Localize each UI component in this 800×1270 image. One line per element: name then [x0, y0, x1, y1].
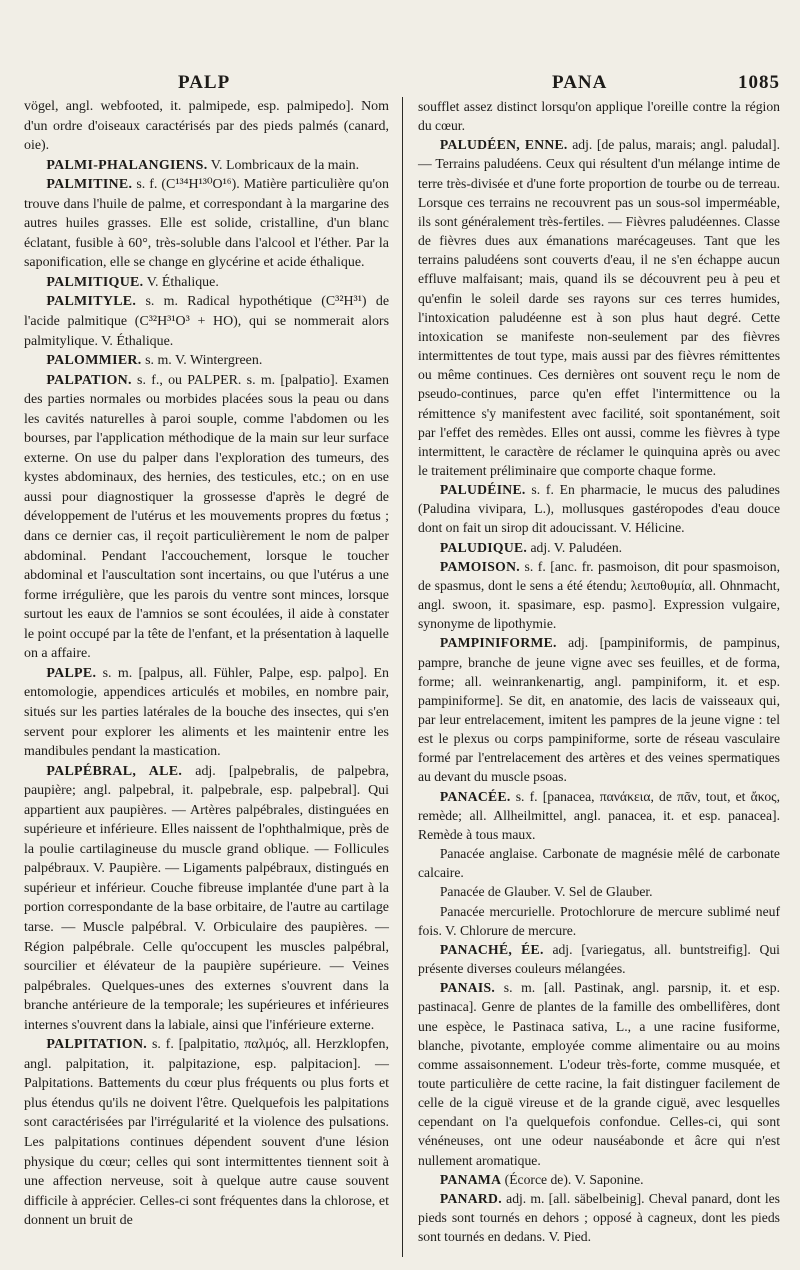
dictionary-entry	[24, 762, 389, 1036]
entry-definition: s. f. [anc. fr. pasmoison, dit pour spasmoison, de spasmus, dont le sens a été étendu; λειποθυμία, all. Ohnmacht, angl. swoon, it. spasimare, esp. pasmo]. Expression vulgaire, synonyme de lipothymie.	[418, 558, 780, 632]
entry-definition: adj. [de palus, marais; angl. paludal]. — Terrains paludéens. Ceux qui résultent d'un mélange intime de terre très-divisée et d'une forte proportion de tourbe ou de terreau. Lorsque ces terrains ne recouvrent pas un sous-sol imperméable, ils sont généralement très-fertiles. — Fièvres paludéennes. Classe de fièvres dues aux émanations marécageuses. Tant que les terrains paludéens sont couverts d'eau, il ne s'en échappe aucun effluve malfaisant; mais, quand ils se découvrent peu à peu et qu'enfin le soleil darde ses rayons sur ces terres humides, l'intoxication paludéenne est à son plus haut degré. Cette intoxication se manifeste non-seulement par des fièvres intermittentes de tout type, mais aussi par des fièvres rémittentes ou même continues. Ces dernières ont souvent reçu le nom de pseudo-continues, parce qu'en effet l'intermittence ou la rémittence s'y manifestent avec facilité, soit spontanément, soit par l'effet des remèdes. Elles ont aussi, comme les fièvres à type intermittent, le caractère de réclamer le quinquina après ou avec le traitement préliminaire que comporte chaque forme.	[418, 137, 780, 478]
header-left-word: PALP	[178, 72, 231, 93]
entry-headword: PALPE.	[46, 665, 97, 681]
entry-definition: V. Éthalique.	[146, 274, 219, 290]
entry-definition: s. f. En pharmacie, le mucus des paludines (Paludina vivipara, L.), mollusques gastéropodes d'eau douce dont on fait un sirop dit adoucissant. V. Hélicine.	[418, 482, 780, 536]
dictionary-entry	[418, 1170, 780, 1189]
dictionary-entry	[418, 940, 780, 978]
dictionary-entry	[24, 371, 389, 664]
column-divider	[402, 97, 403, 1257]
entry-headword: PANACÉE.	[439, 788, 511, 804]
dictionary-entry	[418, 978, 780, 1170]
entry-definition: Panacée anglaise. Carbonate de magnésie mêlé de carbonate calcaire.	[418, 846, 780, 881]
entry-headword: PALPITATION.	[46, 1037, 148, 1053]
entry-headword: PANACHÉ, ÉE.	[439, 941, 544, 957]
entry-definition: adj. [variegatus, all. buntstreifig]. Qui présente diverses couleurs mélangées.	[418, 941, 780, 977]
entry-headword: PANAMA	[439, 1171, 502, 1187]
dictionary-entry	[24, 175, 389, 273]
header-center-word: PANA	[552, 72, 608, 93]
entry-headword: PANAIS.	[439, 980, 496, 996]
dictionary-entry	[24, 273, 389, 293]
entry-definition: s. f. [palpitatio, παλμός, all. Herzklopfen, angl. palpitation, it. palpitazione, esp. palpitacion]. — Palpitations. Battements du cœur plus fréquents ou plus forts et plus étendus qu'ils ne doivent l'être. Quelquefois les palpitations sont caractérisées par l'irrégularité et la violence des pulsations. Les palpitations continues dépendent souvent d'une lésion physique du cœur; celles qui sont intermittentes tiennent soit à une affection nerveuse, soit à quelque autre cause souvent difficile à apprécier. Celles-ci sont fréquentes dans la chlorose, et donnent un bruit de	[24, 1037, 389, 1229]
dictionary-entry	[418, 844, 780, 882]
entry-definition: adj. [pampiniformis, de pampinus, pampre, branche de jeune vigne avec ses feuilles, et de forma, forme; all. weinrankenartig, angl. pampiniform, it. et esp. pampiniforme]. Se dit, en anatomie, des lacis de vaisseaux qui, par leur entrelacement, imitent les pampres de la jeune vigne : tel est le plexus ou corps pampiniforme, sorte de réseau vasculaire formé par l'entrelacement des artères et des veines spermatiques au devant du muscle psoas.	[418, 635, 780, 785]
entry-definition: V. Lombricaux de la main.	[210, 157, 360, 173]
dictionary-entry	[418, 902, 780, 940]
entry-headword: PALUDÉEN, ENNE.	[439, 137, 568, 153]
entry-definition: vögel, angl. webfooted, it. palmipede, esp. palmipedo]. Nom d'un ordre d'oiseaux caractérisés par des pieds palmés (canard, oie).	[24, 99, 389, 154]
entry-headword: PALPATION.	[46, 372, 132, 388]
entry-definition: s. f. (C¹³⁴H¹³⁰O¹⁶). Matière particulière qu'on trouve dans l'huile de palme, et correspondant à la margarine des autres huiles grasses. Elle est solide, cristalline, d'un blanc éclatant, fusible à 60°, très-soluble dans l'alcool et l'éther. Par la saponification, elle se change en glycérine et acide éthalique.	[24, 177, 389, 271]
dictionary-entry	[24, 156, 389, 176]
dictionary-entry	[24, 292, 389, 351]
entry-headword: PALOMMIER.	[46, 353, 142, 369]
entry-definition: s. m. Radical hypothétique (C³²H³¹) de l'acide palmitique (C³²H³¹O³ + HO), qui se nommerait alors palmitylique. V. Éthalique.	[24, 294, 389, 349]
entry-headword: PAMPINIFORME.	[439, 635, 557, 651]
entry-definition: adj. V. Paludéen.	[530, 539, 623, 555]
entry-definition: s. m. [all. Pastinak, angl. parsnip, it. et esp. pastinaca]. Genre de plantes de la famille des ombellifères, dont une espèce, le Pastinaca sativa, L., a une racine fusiforme, blanche, pivotante, employée comme alimentaire ou au moins comme assaisonnement. L'odeur très-forte, comme musquée, et toute particulière de cette racine, la fait distinguer facilement de celle de la ciguë vireuse et de la grande ciguë, avec lesquelles cependant on l'a quelquefois confondue. Celles-ci, qui sont vénéneuses, ont une odeur nauséabonde et âcre qui n'est nullement aromatique.	[418, 980, 780, 1168]
entry-definition: (Écorce de). V. Saponine.	[504, 1171, 644, 1187]
dictionary-entry	[418, 480, 780, 537]
dictionary-entry	[418, 135, 780, 480]
dictionary-entry	[24, 1035, 389, 1230]
entry-definition: s. m. [palpus, all. Fühler, Palpe, esp. palpo]. En entomologie, appendices articulés et mobiles, en nombre pair, situés sur les parties latérales de la bouche des insectes, qui s'en servent pour explorer les aliments et les maintenir entre les mandibules pendant la mastication.	[24, 665, 390, 760]
entry-headword: PALMITYLE.	[46, 294, 137, 310]
dictionary-entry	[24, 351, 389, 371]
right-column	[418, 97, 780, 1246]
entry-headword: PANARD.	[439, 1190, 502, 1206]
entry-definition: Panacée de Glauber. V. Sel de Glauber.	[439, 884, 653, 900]
entry-definition: s. f., ou PALPER. s. m. [palpatio]. Examen des parties normales ou morbides placées sous la peau ou dans les cavités naturelles à paroi souple, comme l'abdomen ou les bourses, par l'application méthodique de la main sur leur surface externe. On use du palper dans l'exploration des tumeurs, des kystes abdominaux, des hernies, des testicules, etc.; on en use aussi pour diagnostiquer la grossesse d'après le degré de développement de l'utérus et les mouvements propres du fœtus ; dans ce dernier cas, il reçoit particulièrement le nom de palper abdominal. Pendant l'accouchement, lorsque le toucher abdominal et l'auscultation sont incertains, ou que l'utérus a une forme irrégulière, que les parois du ventre sont minces, lorsque surtout les eaux de l'amnios se sont écoulées, il aide à constater le point occupé par la tête de l'enfant, et la présentation à laquelle on a affaire.	[24, 372, 389, 662]
entry-definition: s. m. V. Wintergreen.	[145, 353, 263, 369]
dictionary-entry	[24, 664, 389, 762]
entry-definition: soufflet assez distinct lorsqu'on applique l'oreille contre la région du cœur.	[418, 99, 780, 134]
dictionary-entry	[418, 1189, 780, 1246]
dictionary-entry	[418, 787, 780, 844]
entry-definition: adj. m. [all. säbelbeinig]. Cheval panard, dont les pieds sont tournés en dehors ; opposé à cagneux, dont les pieds sont tournés en dedans. V. Pied.	[418, 1190, 780, 1245]
dictionary-entry	[418, 633, 780, 786]
dictionary-entry	[24, 97, 389, 156]
entry-headword: PALUDIQUE.	[439, 539, 528, 555]
dictionary-entry	[418, 882, 780, 901]
entry-definition: adj. [palpebralis, de palpebra, paupière; angl. palpebral, it. palpebrale, esp. palpebral]. Qui appartient aux paupières. — Artères palpébrales, distinguées en supérieure et inférieure. Elles naissent de l'ophthalmique, près de la poulie cartilagineuse du muscle grand oblique. — Follicules palpébraux. V. Paupière. — Ligaments palpébraux, distingués en supérieur et inférieur. Couche fibreuse implantée d'une part à la portion correspondante de la base orbitaire, de l'autre au cartilage tarse. — Muscle palpébral. V. Orbiculaire des paupières. — Région palpébrale. Celle qu'occupent les muscles palpébral, sourcilier et élévateur de la paupière supérieure. — Veines palpébrales. Quelques-unes des externes s'ouvrent dans la branche antérieure de la temporale; les supérieures et inférieures internes s'ouvrent dans la labiale, ainsi que l'inférieure externe.	[24, 763, 389, 1033]
entry-definition: s. f. [panacea, πανάκεια, de πᾶν, tout, et ἄκος, remède; all. Allheilmittel, angl. panacea, it. et esp. panacea]. Remède à tous maux.	[418, 788, 780, 842]
dictionary-entry	[418, 97, 780, 135]
left-column	[24, 97, 389, 1231]
dictionary-entry	[418, 557, 780, 634]
entry-headword: PALMITINE.	[46, 177, 133, 193]
entry-headword: PALPÉBRAL, ALE.	[46, 763, 183, 779]
entry-headword: PALUDÉINE.	[439, 482, 526, 498]
entry-headword: PALMI-PHALANGIENS.	[46, 157, 208, 173]
entry-headword: PALMITIQUE.	[46, 274, 144, 290]
page-number: 1085	[738, 72, 780, 93]
entry-definition: Panacée mercurielle. Protochlorure de mercure sublimé neuf fois. V. Chlorure de mercure.	[418, 903, 780, 938]
entry-headword: PAMOISON.	[439, 558, 520, 574]
dictionary-entry	[418, 538, 780, 557]
